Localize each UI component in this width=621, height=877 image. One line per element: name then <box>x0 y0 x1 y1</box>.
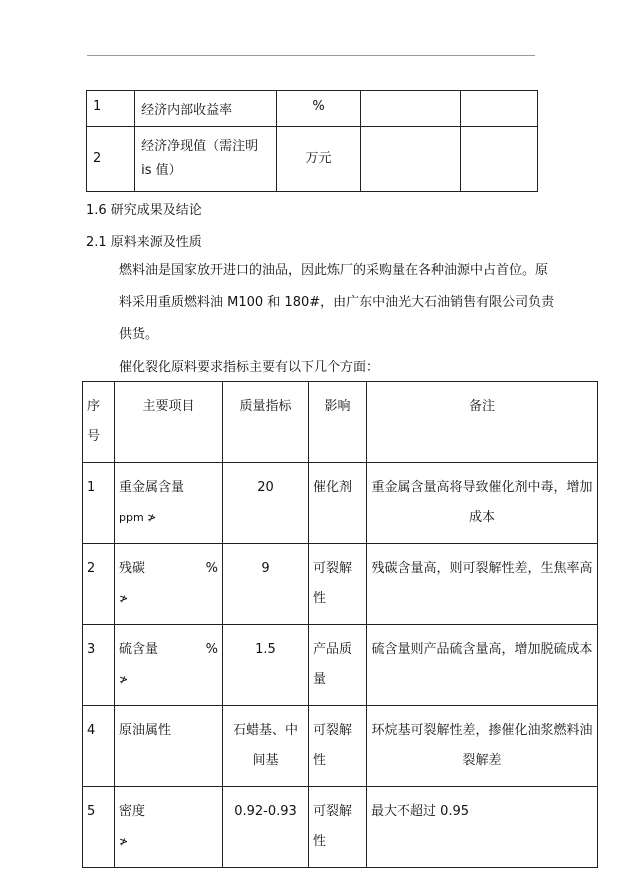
row-spec: 1.5 <box>223 625 309 706</box>
header-num: 序号 <box>83 382 115 463</box>
row-effect: 产品质量 <box>309 625 367 706</box>
row-note: 最大不超过 0.95 <box>367 787 598 868</box>
row-unit: % <box>277 91 360 127</box>
header-item: 主要项目 <box>115 382 223 463</box>
row-effect: 可裂解性 <box>309 787 367 868</box>
paragraph-text: 燃料油是国家放开进口的油品，因此炼厂的采购量在各种油源中占首位。原料采用重质燃料油 M100 和 180#，由广东中油光大石油销售有限公司负责供货。 <box>119 263 555 342</box>
item-line <box>119 635 218 665</box>
header-spec: 质量指标 <box>223 382 309 463</box>
table-row <box>83 544 598 625</box>
item-name: 原油属性 <box>119 723 172 738</box>
section-heading-1-6: 1.6 研究成果及结论 <box>86 203 202 218</box>
row-spec: 石蜡基、中间基 <box>223 706 309 787</box>
paragraph-text: 催化裂化原料要求指标主要有以下几个方面： <box>119 360 380 375</box>
empty-cell <box>460 127 537 192</box>
table-row <box>83 787 598 868</box>
row-note: 环烷基可裂解性差，掺催化油浆燃料油裂解差 <box>367 706 598 787</box>
row-item <box>115 706 223 787</box>
item-limit: ≯ <box>119 592 129 605</box>
item-name: 硫含量 <box>119 642 159 657</box>
paragraph-intro <box>86 352 556 384</box>
section-heading-2-1: 2.1 原料来源及性质 <box>86 235 202 250</box>
table-row <box>87 127 538 192</box>
item-limit: ppm ≯ <box>119 511 157 524</box>
row-spec: 0.92-0.93 <box>223 787 309 868</box>
row-effect: 可裂解性 <box>309 706 367 787</box>
row-note: 残碳含量高，则可裂解性差，生焦率高 <box>367 544 598 625</box>
row-effect: 催化剂 <box>309 463 367 544</box>
row-number: 1 <box>87 91 135 127</box>
feedstock-spec-table <box>82 381 598 868</box>
item-line <box>119 554 218 584</box>
header-effect: 影响 <box>309 382 367 463</box>
row-note: 重金属含量高将导致催化剂中毒，增加成本 <box>367 463 598 544</box>
item-percent: % <box>205 561 218 576</box>
row-item <box>115 625 223 706</box>
row-item <box>115 544 223 625</box>
header-rule <box>87 55 535 56</box>
row-number: 1 <box>83 463 115 544</box>
item-name: 重金属含量 <box>119 480 185 495</box>
row-effect: 可裂解性 <box>309 544 367 625</box>
indicator-table <box>86 90 538 192</box>
row-item: 经济净现值（需注明 is 值） <box>135 127 277 192</box>
empty-cell <box>360 91 460 127</box>
row-item <box>115 787 223 868</box>
item-percent: % <box>205 642 218 657</box>
table-row <box>83 706 598 787</box>
item-name: 密度 <box>119 804 146 819</box>
row-number: 4 <box>83 706 115 787</box>
item-name: 残碳 <box>119 561 146 576</box>
row-number: 2 <box>83 544 115 625</box>
row-item: 经济内部收益率 <box>135 91 277 127</box>
row-item <box>115 463 223 544</box>
row-unit: 万元 <box>277 127 360 192</box>
table-row <box>83 463 598 544</box>
row-number: 5 <box>83 787 115 868</box>
empty-cell <box>360 127 460 192</box>
header-note: 备注 <box>367 382 598 463</box>
row-note: 硫含量则产品硫含量高，增加脱硫成本 <box>367 625 598 706</box>
row-number: 3 <box>83 625 115 706</box>
empty-cell <box>460 91 537 127</box>
table-row <box>83 625 598 706</box>
row-spec: 20 <box>223 463 309 544</box>
table-row <box>87 91 538 127</box>
table-header-row <box>83 382 598 463</box>
paragraph-source <box>86 255 556 351</box>
item-limit: ≯ <box>119 835 129 848</box>
item-limit: ≯ <box>119 673 129 686</box>
row-spec: 9 <box>223 544 309 625</box>
row-number: 2 <box>87 127 135 192</box>
